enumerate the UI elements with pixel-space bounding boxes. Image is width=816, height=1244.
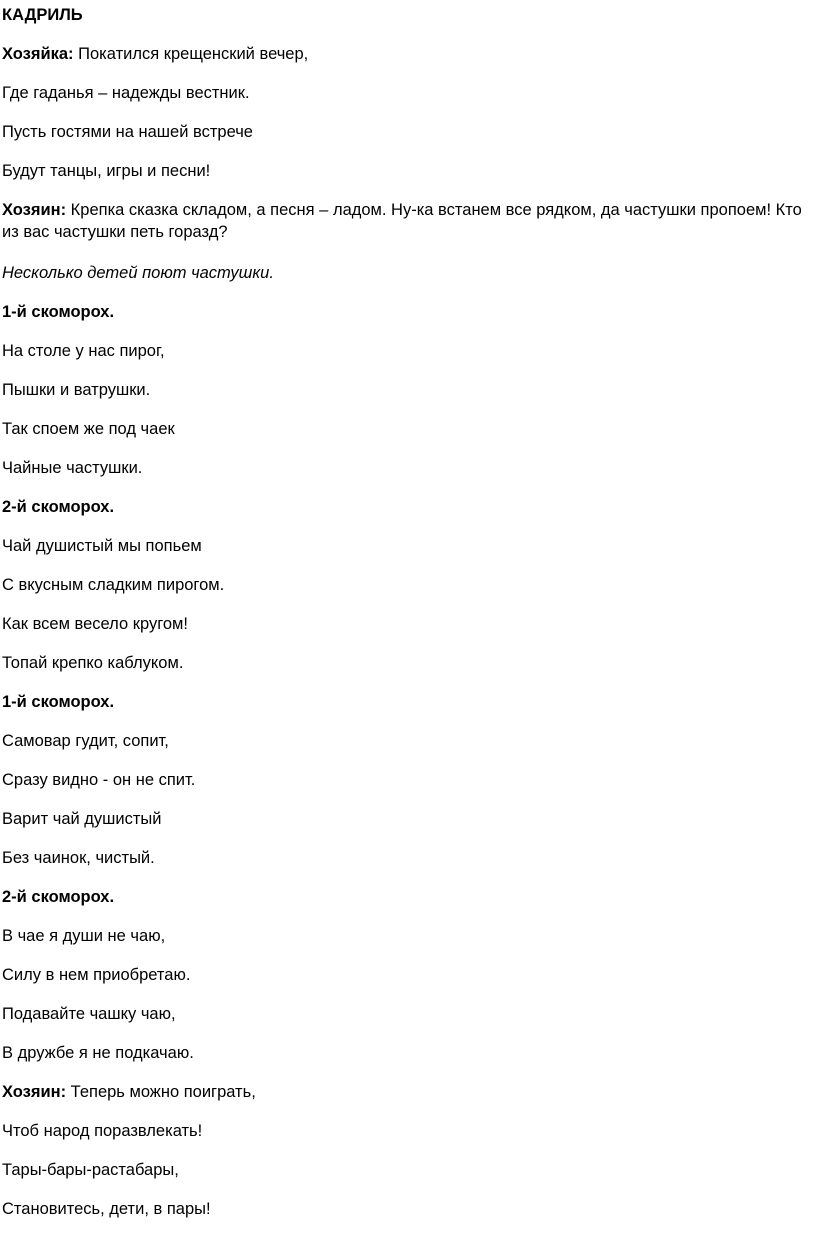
verse-line: Так споем же под чаек <box>2 420 175 438</box>
verse-line: В чае я души не чаю, <box>2 927 166 945</box>
section-heading: 1-й скоморох. <box>2 303 115 321</box>
line-text: Теперь можно поиграть, <box>66 1083 256 1101</box>
line-text: Покатился крещенский вечер, <box>73 45 309 63</box>
verse-line: Чайные частушки. <box>2 459 143 477</box>
verse-line: Подавайте чашку чаю, <box>2 1005 176 1023</box>
speech-line <box>2 43 816 82</box>
verse-line: Тары-бары-растабары, <box>2 1161 179 1179</box>
document-title: КАДРИЛЬ <box>2 6 83 24</box>
section-heading: 1-й скоморох. <box>2 693 115 711</box>
speaker-label: Хозяин: <box>2 1083 67 1101</box>
verse-line: В дружбе я не подкачаю. <box>2 1044 194 1062</box>
verse-line: Топай крепко каблуком. <box>2 654 184 672</box>
verse-line: Чай душистый мы попьем <box>2 537 202 555</box>
verse-line: Где гаданья – надежды вестник. <box>2 84 250 102</box>
speech-line <box>2 1081 816 1120</box>
section-heading: 2-й скоморох. <box>2 888 115 906</box>
verse-line: Без чаинок, чистый. <box>2 849 155 867</box>
verse-line: Пышки и ватрушки. <box>2 381 151 399</box>
stage-direction: Несколько детей поют частушки. <box>2 264 274 282</box>
speaker-label: Хозяин: <box>2 201 67 219</box>
section-heading: 2-й скоморох. <box>2 498 115 516</box>
verse-line: Сразу видно - он не спит. <box>2 771 196 789</box>
speaker-label: Хозяйка: <box>2 45 74 63</box>
verse-line: Чтоб народ поразвлекать! <box>2 1122 203 1140</box>
verse-line: Как всем весело кругом! <box>2 615 188 633</box>
speech-line <box>2 199 814 262</box>
verse-line: Варит чай душистый <box>2 810 162 828</box>
verse-line: С вкусным сладким пирогом. <box>2 576 225 594</box>
verse-line: Будут танцы, игры и песни! <box>2 162 211 180</box>
verse-line: Становитесь, дети, в пары! <box>2 1200 211 1218</box>
verse-line: На столе у нас пирог, <box>2 342 165 360</box>
verse-line: Пусть гостями на нашей встрече <box>2 123 253 141</box>
line-text: Крепка сказка складом, а песня – ладом. Ну-ка встанем все рядком, да частушки пропоем! Кто из вас частушки петь горазд? <box>2 201 802 241</box>
verse-line: Самовар гудит, сопит, <box>2 732 169 750</box>
verse-line: Силу в нем приобретаю. <box>2 966 191 984</box>
